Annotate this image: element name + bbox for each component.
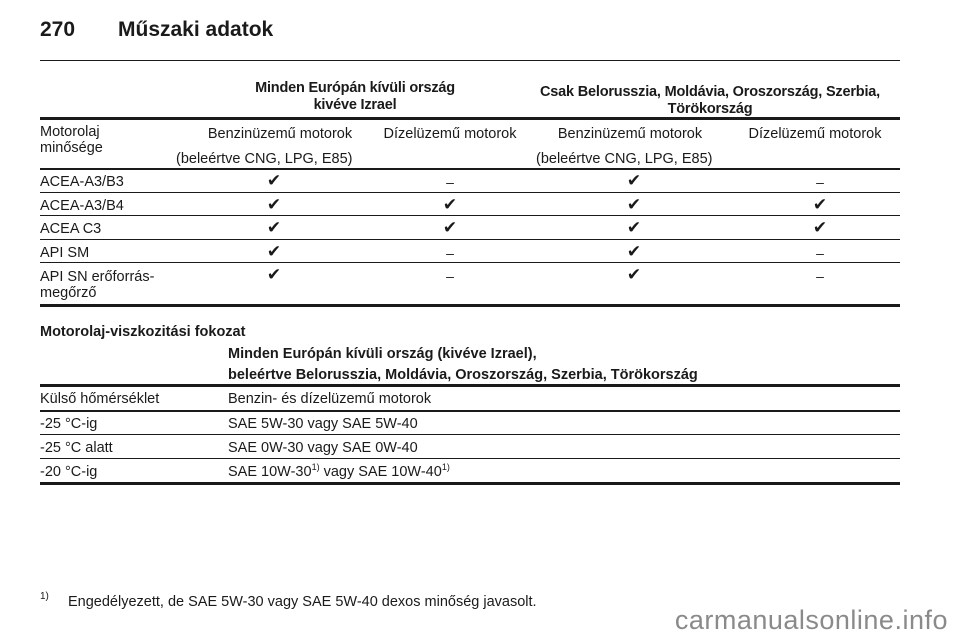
temperature-cell: -20 °C-ig: [40, 464, 98, 480]
row-divider: [40, 215, 900, 216]
dash-icon: –: [446, 268, 454, 284]
table-header-rule: [40, 168, 900, 170]
fuel-note-1: (beleértve CNG, LPG, E85): [176, 151, 353, 167]
check-icon: ✔: [812, 195, 828, 214]
row-divider: [40, 239, 900, 240]
viscosity-top-rule: [40, 384, 900, 387]
check-icon: ✔: [626, 265, 642, 284]
fuel-note-2: (beleértve CNG, LPG, E85): [536, 151, 713, 167]
column-header-petrol-2: Benzinüzemű motorok: [557, 126, 703, 142]
footnote-ref: 1): [311, 462, 320, 473]
group-header-specific-countries: Csak Belorusszia, Moldávia, Oroszország, Szerbia, Törökország: [540, 84, 880, 117]
check-icon: ✔: [266, 265, 282, 284]
column-header-diesel-2: Dízelüzemű motorok: [748, 126, 882, 142]
row-label: ACEA-A3/B3: [40, 174, 124, 190]
viscosity-header-line1: Minden Európán kívüli ország (kivéve Izrael),: [228, 346, 537, 362]
dash-icon: –: [446, 245, 454, 261]
header-divider: [40, 60, 900, 61]
dash-icon: –: [816, 268, 824, 284]
footnote-ref: 1): [441, 462, 450, 473]
temperature-cell: -25 °C alatt: [40, 440, 113, 456]
check-icon: ✔: [266, 195, 282, 214]
check-icon: ✔: [266, 171, 282, 190]
check-icon: ✔: [626, 195, 642, 214]
row-label: ACEA C3: [40, 221, 102, 237]
row-label: API SM: [40, 245, 90, 261]
page-number: 270: [40, 18, 76, 41]
grade-cell: SAE 10W-30$^{1)}$ vagy SAE 10W-40$^{1)}$: [228, 462, 450, 480]
check-icon: ✔: [626, 171, 642, 190]
dash-icon: –: [816, 174, 824, 190]
row-label: API SN erőforrás- megőrző: [40, 269, 155, 301]
check-icon: ✔: [266, 242, 282, 261]
grade-cell: SAE 5W-30 vagy SAE 5W-40: [228, 416, 418, 432]
row-divider: [40, 192, 900, 193]
column-header-temperature: Külső hőmérséklet: [40, 391, 160, 407]
column-header-diesel-1: Dízelüzemű motorok: [383, 126, 517, 142]
dash-icon: –: [446, 174, 454, 190]
check-icon: ✔: [266, 218, 282, 237]
dash-icon: –: [816, 245, 824, 261]
table-bottom-rule: [40, 304, 900, 307]
check-icon: ✔: [442, 195, 458, 214]
row-label: ACEA-A3/B4: [40, 198, 124, 214]
viscosity-header-line2: beleértve Belorusszia, Moldávia, Oroszország, Szerbia, Törökország: [228, 367, 698, 383]
viscosity-bottom-rule: [40, 482, 900, 485]
footnote-marker: 1): [40, 591, 49, 602]
row-divider: [40, 262, 900, 263]
grade-cell: SAE 0W-30 vagy SAE 0W-40: [228, 440, 418, 456]
column-header-petrol-1: Benzinüzemű motorok: [207, 126, 353, 142]
watermark: carmanualsonline.info: [674, 605, 948, 635]
group-header-outside-europe: Minden Európán kívüli ország kivéve Izrael: [255, 80, 455, 113]
footnote-text: Engedélyezett, de SAE 5W-30 vagy SAE 5W-40 dexos minőség javasolt.: [68, 594, 537, 610]
check-icon: ✔: [626, 242, 642, 261]
temperature-cell: -25 °C-ig: [40, 416, 98, 432]
viscosity-header-rule: [40, 410, 900, 412]
section-title: Motorolaj-viszkozitási fokozat: [40, 324, 246, 340]
row-header-oil-quality: Motorolaj minősége: [40, 124, 103, 156]
check-icon: ✔: [812, 218, 828, 237]
page-title: Műszaki adatok: [118, 18, 274, 41]
check-icon: ✔: [626, 218, 642, 237]
column-header-engines: Benzin- és dízelüzemű motorok: [228, 391, 432, 407]
row-divider: [40, 434, 900, 435]
table-top-rule: [40, 117, 900, 120]
check-icon: ✔: [442, 218, 458, 237]
row-divider: [40, 458, 900, 459]
